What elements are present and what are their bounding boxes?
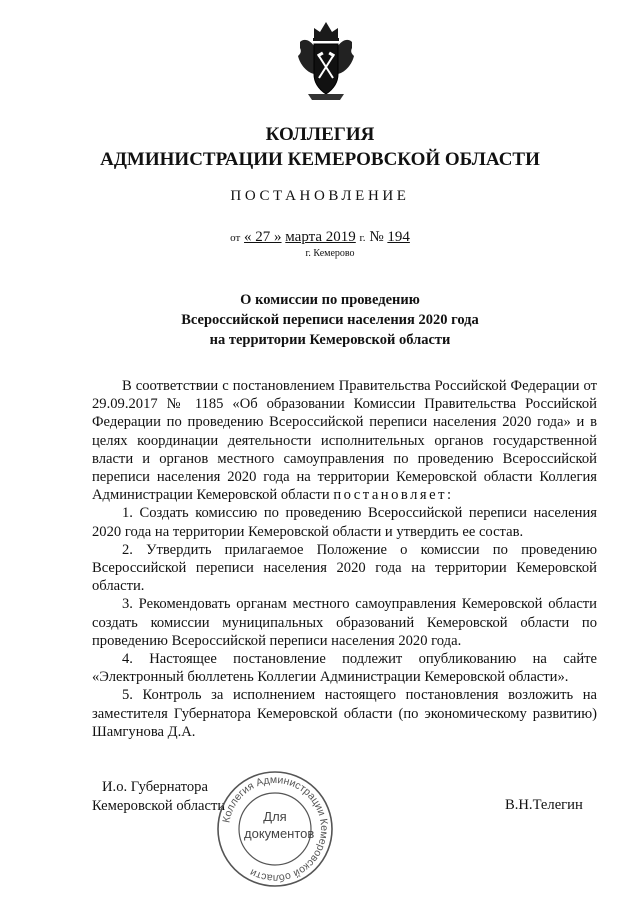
document-type: ПОСТАНОВЛЕНИЕ xyxy=(230,188,410,204)
preamble-text: В соответствии с постановлением Правительства Российской Федерации от 29.09.2017 № 1185 «Об образовании Комиссии Правительства Российской Федерации по проведению Всероссийской переписи населения 2020 года» и в целях координации деятельности исполнительных органов государственной власти и органов местного самоуправления по проведению Всероссийской переписи населения 2020 года на территории Кемеровской области Коллегия Администрации Кемеровской области xyxy=(92,378,597,504)
list-item: 4. Настоящее постановление подлежит опубликованию на сайте «Электронный бюллетень Коллегии Администрации Кемеровской области». xyxy=(92,651,597,686)
date-line xyxy=(60,229,580,246)
stamp-center-text xyxy=(244,808,315,842)
document-number: 194 xyxy=(387,229,410,245)
date-month-year: марта 2019 xyxy=(285,229,356,245)
document-body xyxy=(92,377,597,741)
number-label: № xyxy=(369,229,384,245)
org-name-line2: АДМИНИСТРАЦИИ КЕМЕРОВСКОЙ ОБЛАСТИ xyxy=(100,149,540,170)
date-day: « 27 » xyxy=(244,229,282,245)
list-item: 2. Утвердить прилагаемое Положение о комиссии по проведению Всероссийской переписи населения 2020 года на территории Кемеровской области. xyxy=(92,541,597,595)
position-line2: Кемеровской области xyxy=(92,798,226,814)
document-title xyxy=(120,290,540,350)
signatory-position xyxy=(92,778,225,816)
title-line: Всероссийской переписи населения 2020 года xyxy=(181,312,479,328)
list-item: 1. Создать комиссию по проведению Всероссийской переписи населения 2020 года на территории Кемеровской области и утвердить ее состав. xyxy=(92,505,597,540)
resolves-word: постановляет: xyxy=(333,487,454,504)
list-item: 5. Контроль за исполнением настоящего постановления возложить на заместителя Губернатора Кемеровской области (по экономическому развитию) Шамгунова Д.А. xyxy=(92,687,597,740)
preamble-paragraph xyxy=(92,377,597,504)
list-item: 3. Рекомендовать органам местного самоуправления Кемеровской области создать комиссии муниципальных образований Кемеровской области по проведению Всероссийской переписи населения 2020 года. xyxy=(92,596,597,649)
title-line: на территории Кемеровской области xyxy=(209,332,451,348)
stamp-ring-text: Коллегия Администрации Кемеровской области xyxy=(220,773,331,885)
date-prefix: от xyxy=(230,232,241,244)
position-line1: И.о. Губернатора xyxy=(102,779,208,795)
org-name-line1: КОЛЛЕГИЯ xyxy=(265,124,375,145)
kemerovo-coat-of-arms-icon xyxy=(294,16,358,102)
city: г. Кемерово xyxy=(305,248,355,259)
stamp-center-line2: документов xyxy=(244,826,315,841)
signatory-name: В.Н.Телегин xyxy=(505,797,583,813)
stamp-center-line1: Для xyxy=(263,809,287,824)
date-year-suffix: г. xyxy=(359,232,366,244)
title-line: О комиссии по проведению xyxy=(240,292,420,308)
